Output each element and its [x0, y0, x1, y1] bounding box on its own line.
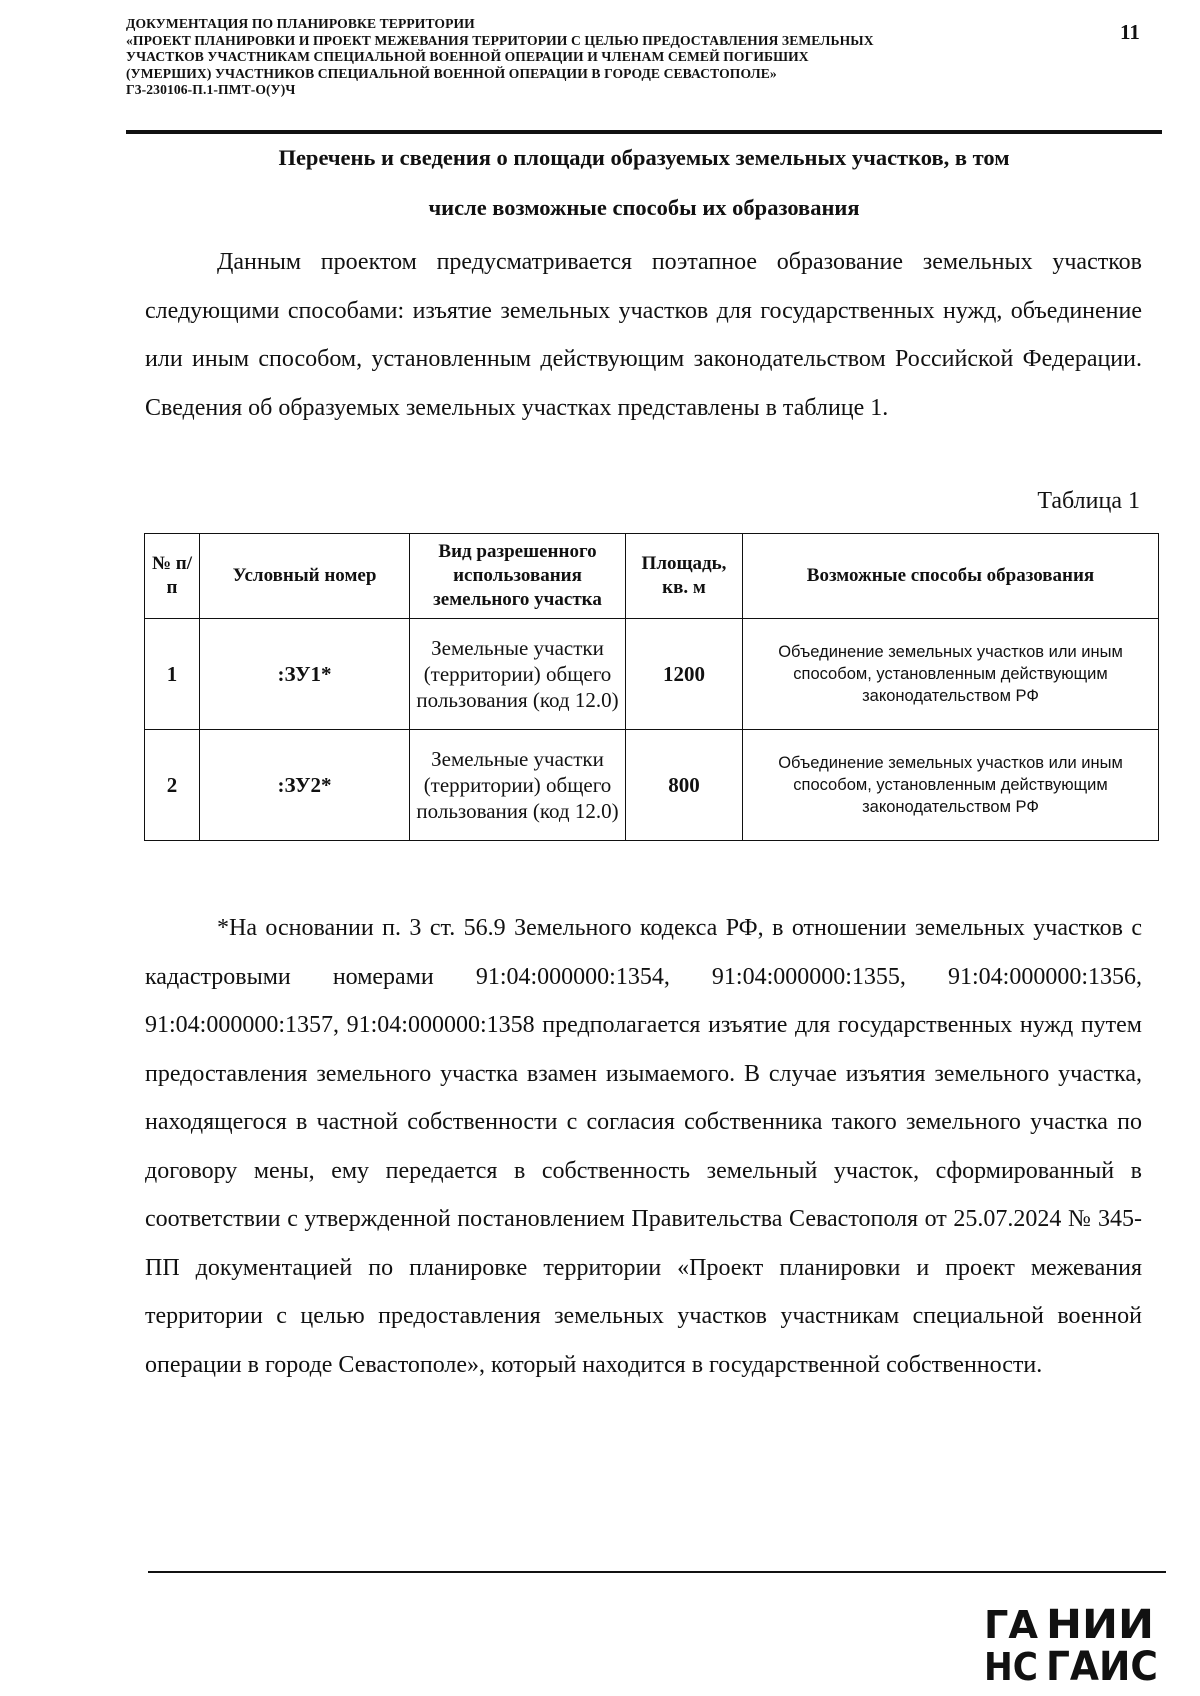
cell-num: 2	[145, 730, 200, 841]
header-num: № п/п	[145, 534, 200, 619]
nii-gais-logo	[984, 1600, 1164, 1684]
document-header	[126, 16, 1086, 99]
table-caption: Таблица 1	[1037, 488, 1140, 514]
table-header-row	[145, 534, 1159, 619]
footnote-paragraph	[145, 904, 1142, 1389]
logo-mark-bottom: НС	[984, 1645, 1038, 1684]
header-divider	[126, 130, 1162, 134]
header-line: (УМЕРШИХ) УЧАСТНИКОВ СПЕЦИАЛЬНОЙ ВОЕННОЙ ОПЕРАЦИИ В ГОРОДЕ СЕВАСТОПОЛЕ»	[126, 65, 777, 81]
cell-code: :ЗУ1*	[200, 619, 410, 730]
land-plots-table	[144, 533, 1159, 841]
footnote-text: *На основании п. 3 ст. 56.9 Земельного кодекса РФ, в отношении земельных участков с кадастровыми номерами 91:04:000000:1354, 91:04:000000:1355, 91:04:000000:1356, 91:04:000000:1357, 91:04:000000:1358 предполагается изъятие для государственных нужд путем предоставления земельного участка взамен изымаемого. В случае изъятия земельного участка, находящегося в частной собственности с согласия собственника такого земельного участка по договору мены, ему передается в собственность земельный участок, сформированный в соответствии с утвержденной постановлением Правительства Севастополя от 25.07.2024 № 345-ПП документацией по планировке территории «Проект планировки и проект межевания территории с целью предоставления земельных участков участникам специальной военной операции в городе Севастополе», который находится в государственной собственности.	[145, 915, 1142, 1378]
cell-use: Земельные участки (территории) общего пользования (код 12.0)	[410, 619, 626, 730]
section-title-line-2: числе возможные способы их образования	[428, 195, 860, 220]
header-line: «ПРОЕКТ ПЛАНИРОВКИ И ПРОЕКТ МЕЖЕВАНИЯ ТЕРРИТОРИИ С ЦЕЛЬЮ ПРЕДОСТАВЛЕНИЯ ЗЕМЕЛЬНЫХ	[126, 32, 874, 48]
section-title-line-1: Перечень и сведения о площади образуемых земельных участков, в том	[278, 145, 1010, 170]
logo-mark-top: ГА	[984, 1603, 1039, 1647]
footer-divider	[148, 1571, 1166, 1573]
table-row	[145, 619, 1159, 730]
header-code: Условный номер	[200, 534, 410, 619]
logo-line-2: ГАИС	[1046, 1644, 1158, 1684]
header-line: УЧАСТКОВ УЧАСТНИКАМ СПЕЦИАЛЬНОЙ ВОЕННОЙ ОПЕРАЦИИ И ЧЛЕНАМ СЕМЕЙ ПОГИБШИХ	[126, 49, 809, 64]
cell-code: :ЗУ2*	[200, 730, 410, 841]
cell-area: 1200	[626, 619, 743, 730]
intro-text: Данным проектом предусматривается поэтапное образование земельных участков следующими способами: изъятие земельных участков для государственных нужд, объединение или иным способом, установленным действующим законодательством Российской Федерации. Сведения об образуемых земельных участках представлены в таблице 1.	[145, 249, 1142, 421]
table-row	[145, 730, 1159, 841]
header-use: Вид разрешенного использования земельного участка	[410, 534, 626, 619]
logo-line-1: НИИ	[1046, 1602, 1154, 1648]
cell-method: Объединение земельных участков или иным способом, установленным действующим законодательством РФ	[743, 619, 1159, 730]
header-line: ДОКУМЕНТАЦИЯ ПО ПЛАНИРОВКЕ ТЕРРИТОРИИ	[126, 16, 475, 31]
cell-area: 800	[626, 730, 743, 841]
header-code: Г3-230106-П.1-ПМТ-О(У)Ч	[126, 82, 296, 97]
header-method: Возможные способы образования	[743, 534, 1159, 619]
cell-method: Объединение земельных участков или иным способом, установленным действующим законодательством РФ	[743, 730, 1159, 841]
page-number: 11	[1120, 20, 1140, 44]
cell-use: Земельные участки (территории) общего пользования (код 12.0)	[410, 730, 626, 841]
header-area: Площадь, кв. м	[626, 534, 743, 619]
cell-num: 1	[145, 619, 200, 730]
intro-paragraph	[145, 238, 1142, 432]
